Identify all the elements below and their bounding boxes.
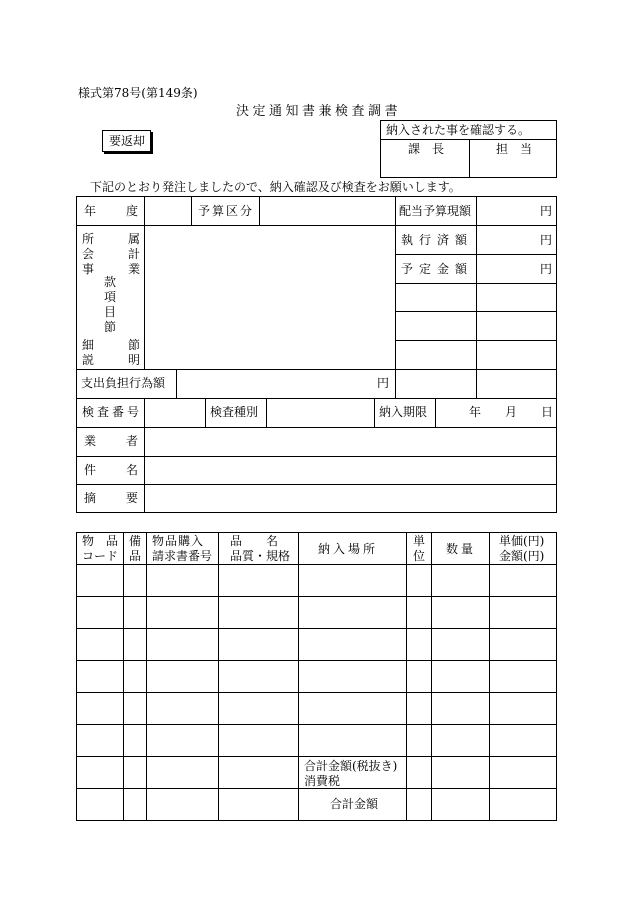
accounting-char-1: 会 — [82, 247, 95, 261]
planned-amount-yen: 円 — [540, 262, 553, 276]
name-header-2: 品質・規格 — [230, 549, 291, 563]
expenditure-commitment-label: 支出負担行為額 — [81, 376, 166, 390]
request-no-header-2: 請求書番号 — [152, 549, 213, 563]
equipment-header-1: 備 — [129, 534, 142, 548]
request-no-header-1: 物品購入 — [152, 534, 205, 548]
project-char-2: 業 — [127, 262, 140, 276]
budget-category-label: 予算区分 — [198, 204, 255, 218]
explanation-char-1: 説 — [82, 353, 95, 367]
accounting-char-2: 計 — [127, 247, 140, 261]
tax-label: 消費税 — [304, 774, 341, 788]
deadline-day: 日 — [541, 405, 554, 419]
deadline-month: 月 — [505, 405, 518, 419]
subtotal-label: 合計金額(税抜き) — [304, 759, 398, 773]
price-header-2: 金額(円) — [499, 549, 545, 563]
item-code-header-2: コード — [82, 549, 119, 563]
unit-header-1: 単 — [413, 534, 426, 548]
page-title: 決定通知書兼検査調書 — [236, 104, 402, 119]
planned-amount-label: 予定金額 — [401, 262, 474, 276]
section-chief-label: 課 長 — [408, 142, 445, 156]
in-charge-label: 担 当 — [496, 142, 533, 156]
executed-amount-label: 執行済額 — [401, 233, 474, 247]
unit-header-2: 位 — [413, 549, 426, 563]
executed-amount-yen: 円 — [540, 233, 553, 247]
expenditure-commitment-yen: 円 — [377, 376, 390, 390]
delivery-place-header: 納入場所 — [318, 542, 379, 556]
price-header-1: 単価(円) — [499, 534, 545, 548]
moku-label: 目 — [104, 305, 117, 319]
instruction-text: 下記のとおり発注しましたので、納入確認及び検査をお願いします。 — [90, 180, 461, 194]
saisetsu-char-1: 細 — [82, 338, 95, 352]
kou-label: 項 — [104, 290, 117, 304]
name-header-1: 品 名 — [230, 534, 279, 548]
kan-label: 款 — [104, 275, 117, 289]
equipment-header-2: 品 — [129, 549, 142, 563]
total-label: 合計金額 — [330, 797, 379, 811]
return-stamp — [102, 130, 151, 152]
delivery-deadline-label: 納入期限 — [379, 405, 428, 419]
affiliation-char-1: 所 — [82, 232, 95, 246]
explanation-label — [82, 351, 140, 368]
inspection-type-label: 検査種別 — [210, 405, 259, 419]
upper-table — [76, 196, 557, 513]
affiliation-char-2: 属 — [127, 232, 140, 246]
item-code-header-1: 物 品 — [82, 534, 119, 548]
summary-label: 摘 要 — [84, 491, 138, 505]
project-char-1: 事 — [82, 262, 95, 276]
quantity-header: 数量 — [446, 542, 477, 556]
explanation-char-2: 明 — [127, 353, 140, 367]
return-stamp-label: 要返却 — [109, 134, 146, 148]
deadline-year: 年 — [469, 405, 482, 419]
vendor-label: 業 者 — [84, 434, 138, 448]
inspection-number-label: 検査番号 — [82, 405, 143, 419]
allocated-budget-label: 配当予算現額 — [399, 204, 472, 218]
fiscal-year-label: 年 度 — [84, 204, 138, 218]
subject-label: 件 名 — [84, 463, 138, 477]
saisetsu-char-2: 節 — [127, 338, 140, 352]
setsu-label: 節 — [104, 320, 117, 334]
form-number: 様式第78号(第149条) — [78, 86, 198, 100]
allocated-budget-yen: 円 — [540, 204, 553, 218]
confirm-heading: 納入された事を確認する。 — [386, 123, 531, 137]
